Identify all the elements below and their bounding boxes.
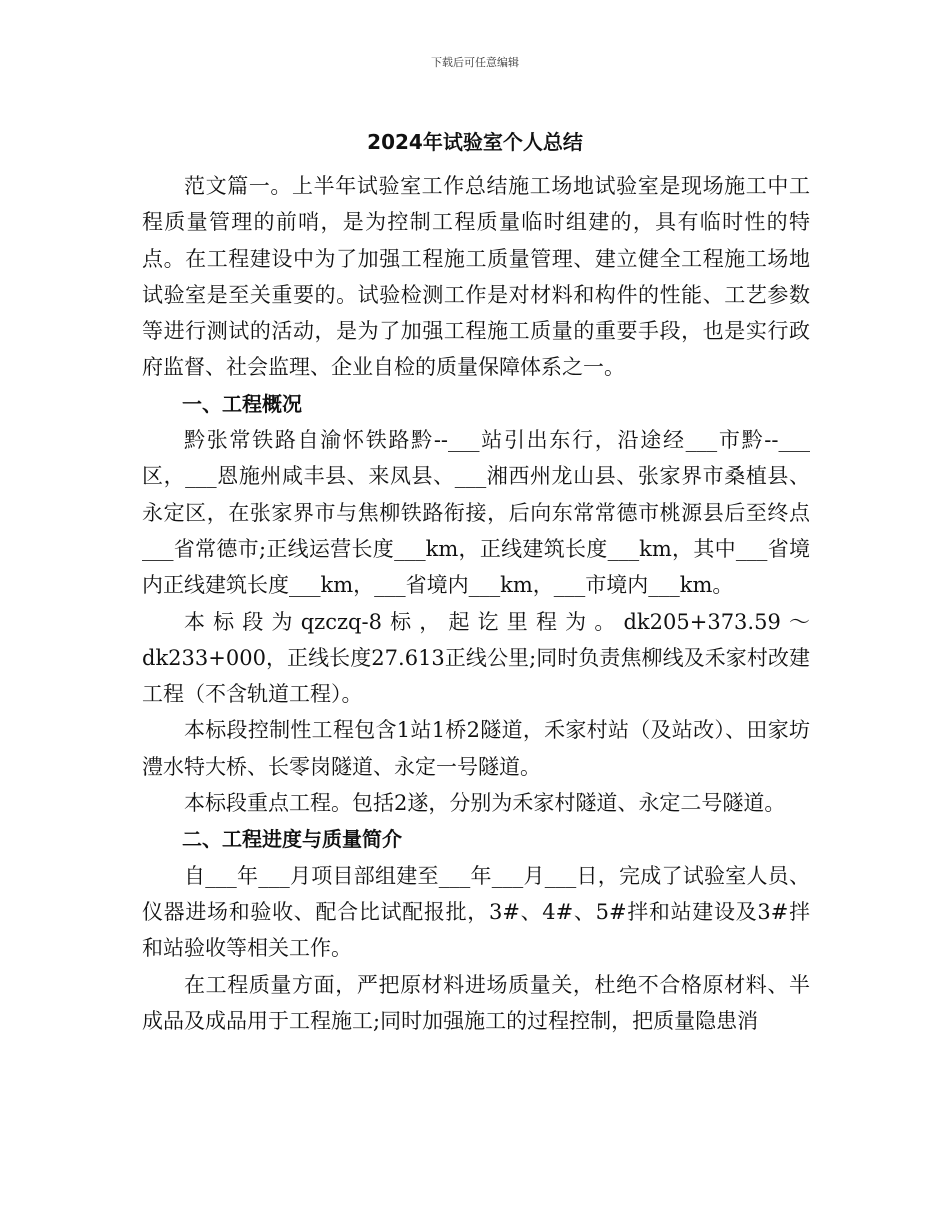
paragraph-progress: 自___年___月项目部组建至___年___月___日，完成了试验室人员、仪器进场和验收、配合比试配报批，3#、4#、5#拌和站建设及3#拌和站验收等相关工作。 xyxy=(142,863,810,961)
section-heading-overview: 一、工程概况 xyxy=(182,391,302,416)
paragraph-quality: 在工程质量方面，严把原材料进场质量关，杜绝不合格原材料、半成品及成品用于工程施工;同时加强施工的过程控制，把质量隐患消 xyxy=(142,972,810,1033)
paragraph-section-scope: 本标段为qzczq-8标，起讫里程为。dk205+373.59～dk233+000，正线长度27.613正线公里;同时负责焦柳线及禾家村改建工程（不含轨道工程）。 xyxy=(142,609,810,707)
page-header-note: 下载后可任意编辑 xyxy=(431,56,519,69)
paragraph-key-works: 本标段重点工程。包括2遂，分别为禾家村隧道、永定二号隧道。 xyxy=(184,791,786,816)
document-title: 2024年试验室个人总结 xyxy=(367,130,583,154)
paragraph-intro: 范文篇一。上半年试验室工作总结施工场地试验室是现场施工中工程质量管理的前哨，是为控制工程质量临时组建的，具有临时性的特点。在工程建设中为了加强工程施工质量管理、建立健全工程施工场地试验室是至关重要的。试验检测工作是对材料和构件的性能、工艺参数等进行测试的活动，是为了加强工程施工质量的重要手段，也是实行政府监督、社会监理、企业自检的质量保障体系之一。 xyxy=(142,174,810,380)
paragraph-route: 黔张常铁路自渝怀铁路黔--___站引出东行，沿途经___市黔--___区，___恩施州咸丰县、来凤县、___湘西州龙山县、张家界市桑植县、永定区，在张家界市与焦柳铁路衔接，后向东常常德市桃源县后至终点___省常德市;正线运营长度___km，正线建筑长度___km，其中___省境内正线建筑长度___km，___省境内___km，___市境内___km。 xyxy=(142,428,810,598)
paragraph-control-works: 本标段控制性工程包含1站1桥2隧道，禾家村站（及站改）、田家坊澧水特大桥、长零岗隧道、永定一号隧道。 xyxy=(142,718,810,779)
document-body xyxy=(142,168,810,1039)
section-heading-progress: 二、工程进度与质量简介 xyxy=(182,827,402,852)
